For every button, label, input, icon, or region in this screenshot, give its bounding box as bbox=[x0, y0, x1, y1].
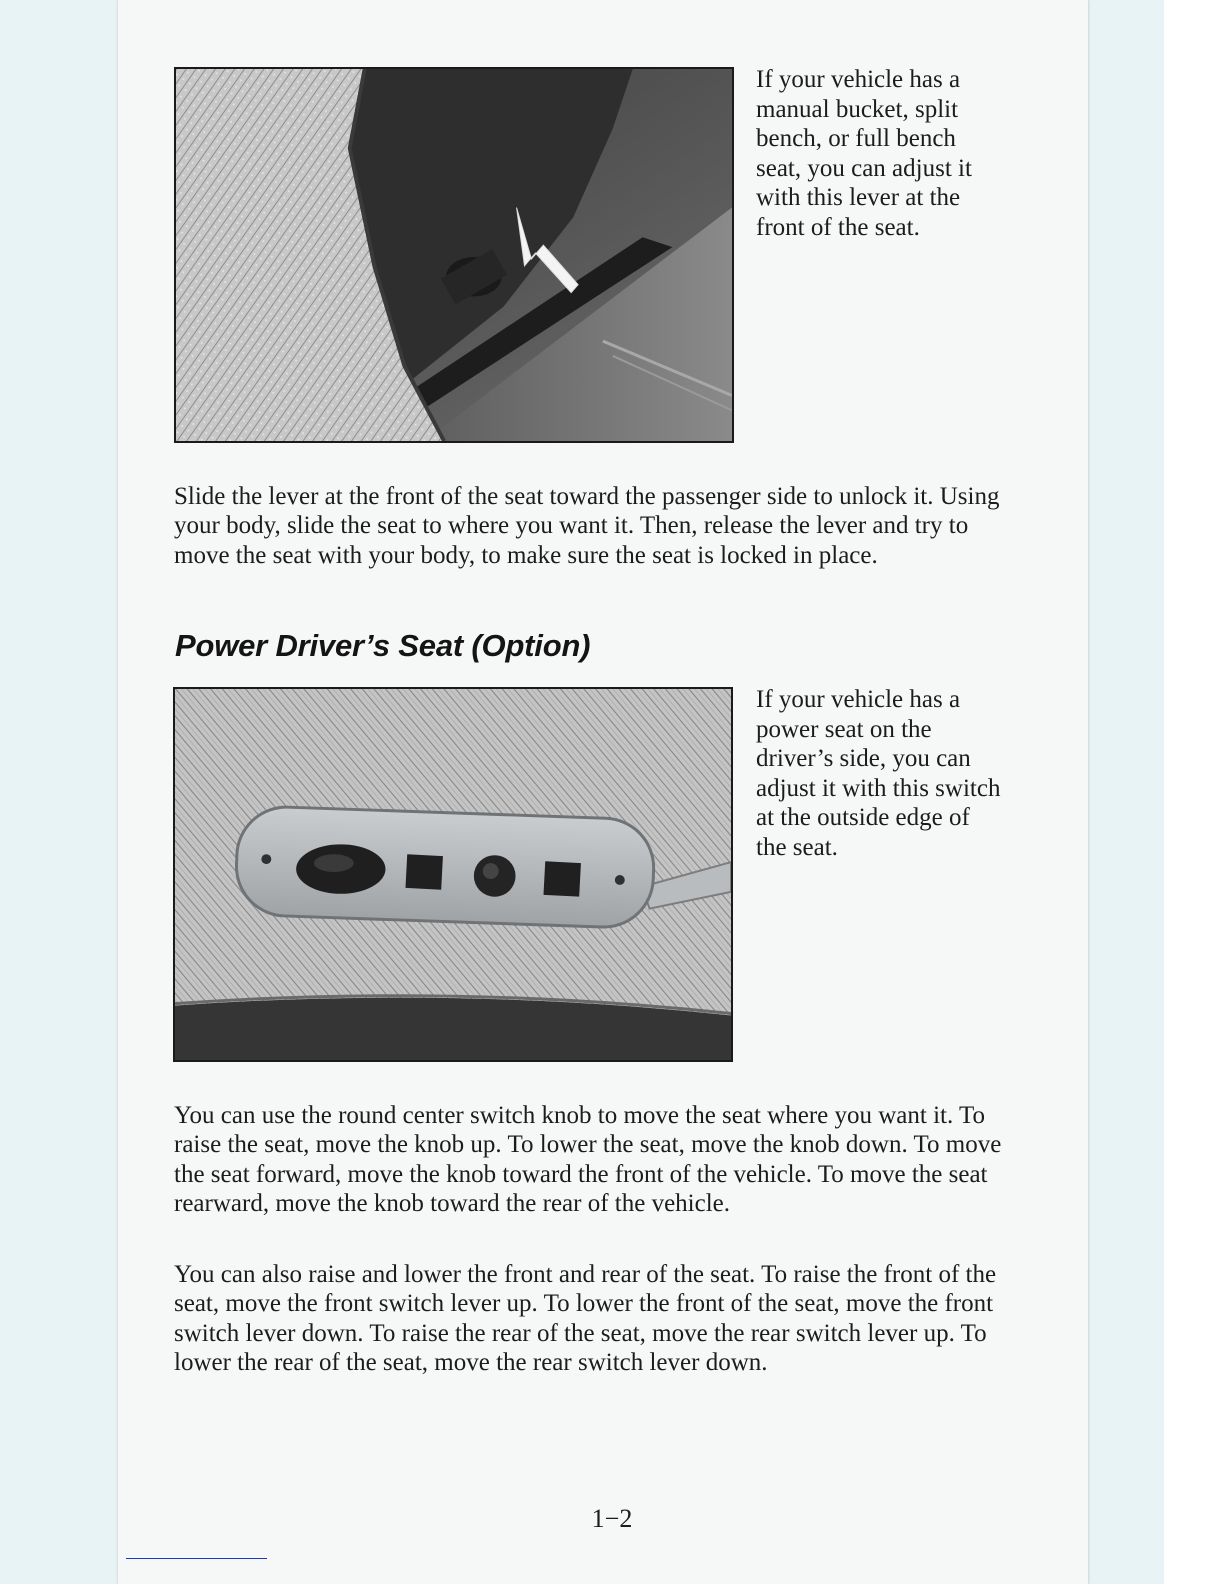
power-seat-knob-instructions: You can use the round center switch knob to move the seat where you want it. To raise the seat, move the knob up. To lower the seat, move the knob down. To move the seat forward, move the knob toward the front of the vehicle. To move the seat rearward, move the knob toward the rear of the vehicle. bbox=[174, 1102, 1002, 1218]
right-margin bbox=[1164, 0, 1224, 1584]
manual-seat-instructions: Slide the lever at the front of the seat toward the passenger side to unlock it. Using your body, slide the seat to where you want it. Then, release the lever and try to move the seat with your body, to make sure the seat is locked in place. bbox=[174, 483, 1000, 569]
seat-lever-photo bbox=[174, 67, 734, 443]
manual-seat-side-text: If your vehicle has a manual bucket, split bench, or full bench seat, you can adjust it with this lever at the front of the seat. bbox=[756, 66, 972, 241]
power-seat-switch-photo bbox=[173, 687, 733, 1062]
section-heading: Power Driver’s Seat (Option) bbox=[175, 628, 591, 663]
link-underline bbox=[126, 1558, 267, 1559]
power-seat-lever-instructions: You can also raise and lower the front and rear of the seat. To raise the front of the seat, move the front switch lever up. To lower the front of the seat, move the front switch lever down. To raise the rear of the seat, move the rear switch lever up. To lower the rear of the seat, move the rear switch lever down. bbox=[174, 1261, 997, 1377]
page-number: 1−2 bbox=[591, 1504, 633, 1533]
power-seat-side-text: If your vehicle has a power seat on the driver’s side, you can adjust it with this switch at the outside edge of the seat. bbox=[756, 686, 1001, 861]
